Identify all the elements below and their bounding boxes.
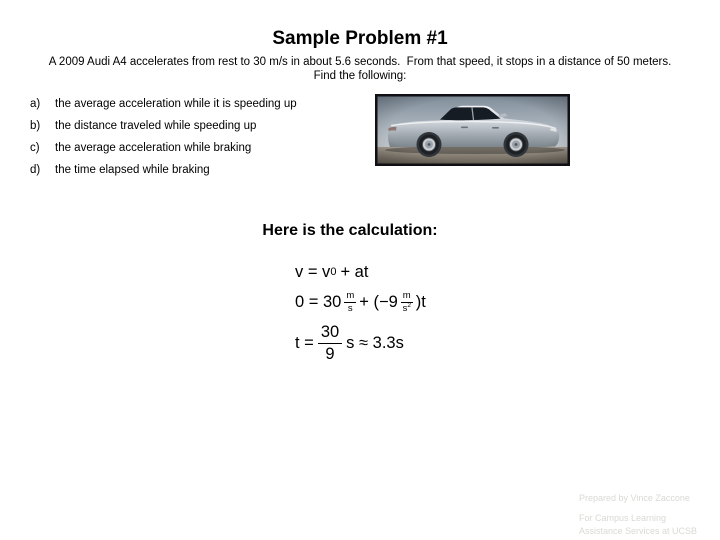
question-list bbox=[30, 93, 360, 181]
question-item-d bbox=[30, 159, 360, 181]
fraction-m-per-s bbox=[344, 291, 356, 313]
fraction-numerator: m bbox=[402, 290, 411, 301]
eq-text: v = v bbox=[295, 262, 331, 281]
eq-text: )t bbox=[415, 292, 426, 311]
fraction-denominator: s bbox=[347, 302, 353, 314]
fraction-30-over-9 bbox=[318, 324, 342, 362]
problem-line-1: A 2009 Audi A4 accelerates from rest to 30 m/s in about 5.6 seconds. From that speed, it stops in a distance of 50 meters. bbox=[48, 56, 672, 68]
exponent: 2 bbox=[407, 301, 411, 309]
equation-block bbox=[295, 260, 426, 364]
eq-text: + at bbox=[340, 262, 369, 281]
footer-prepared-by: Prepared by Vince Zaccone bbox=[579, 493, 690, 503]
question-label: b) bbox=[30, 120, 41, 132]
fraction-denominator: $s^2$ bbox=[402, 301, 411, 314]
eq-text: 0 = 30 bbox=[295, 292, 342, 311]
slide-title: Sample Problem #1 bbox=[272, 28, 448, 49]
equation-time-result bbox=[295, 322, 426, 364]
calculation-heading: Here is the calculation: bbox=[262, 222, 438, 239]
fraction-denominator: 9 bbox=[325, 344, 335, 363]
question-item-b bbox=[30, 115, 360, 137]
audi-a4-photo bbox=[375, 94, 570, 166]
eq-text: t = bbox=[295, 333, 314, 352]
question-text: the average acceleration while braking bbox=[55, 142, 252, 154]
footer-line-2: For Campus Learning bbox=[579, 513, 667, 523]
footer-line-3: Assistance Services at UCSB bbox=[579, 525, 698, 536]
fraction-numerator: m bbox=[346, 290, 355, 301]
question-label: a) bbox=[30, 98, 41, 110]
problem-statement bbox=[10, 56, 710, 83]
problem-line-2: Find the following: bbox=[313, 69, 407, 82]
equation-substitution bbox=[295, 288, 426, 316]
eq-text: s ≈ 3.3s bbox=[346, 333, 404, 352]
question-text: the distance traveled while speeding up bbox=[55, 120, 257, 132]
question-text: the time elapsed while braking bbox=[55, 164, 210, 176]
question-label: c) bbox=[30, 142, 40, 154]
equation-velocity: v = v 0 + at bbox=[295, 262, 369, 281]
footer-organization bbox=[579, 512, 714, 537]
car-photo-illustration bbox=[375, 94, 570, 166]
eq-text: + (−9 bbox=[359, 292, 398, 311]
question-item-c bbox=[30, 137, 360, 159]
question-text: the average acceleration while it is speeding up bbox=[55, 98, 297, 110]
footer-credits bbox=[579, 493, 714, 537]
question-label: d) bbox=[30, 164, 41, 176]
fraction-numerator: 30 bbox=[318, 324, 342, 344]
fraction-m-per-s-squared bbox=[401, 291, 413, 313]
question-item-a bbox=[30, 93, 360, 115]
